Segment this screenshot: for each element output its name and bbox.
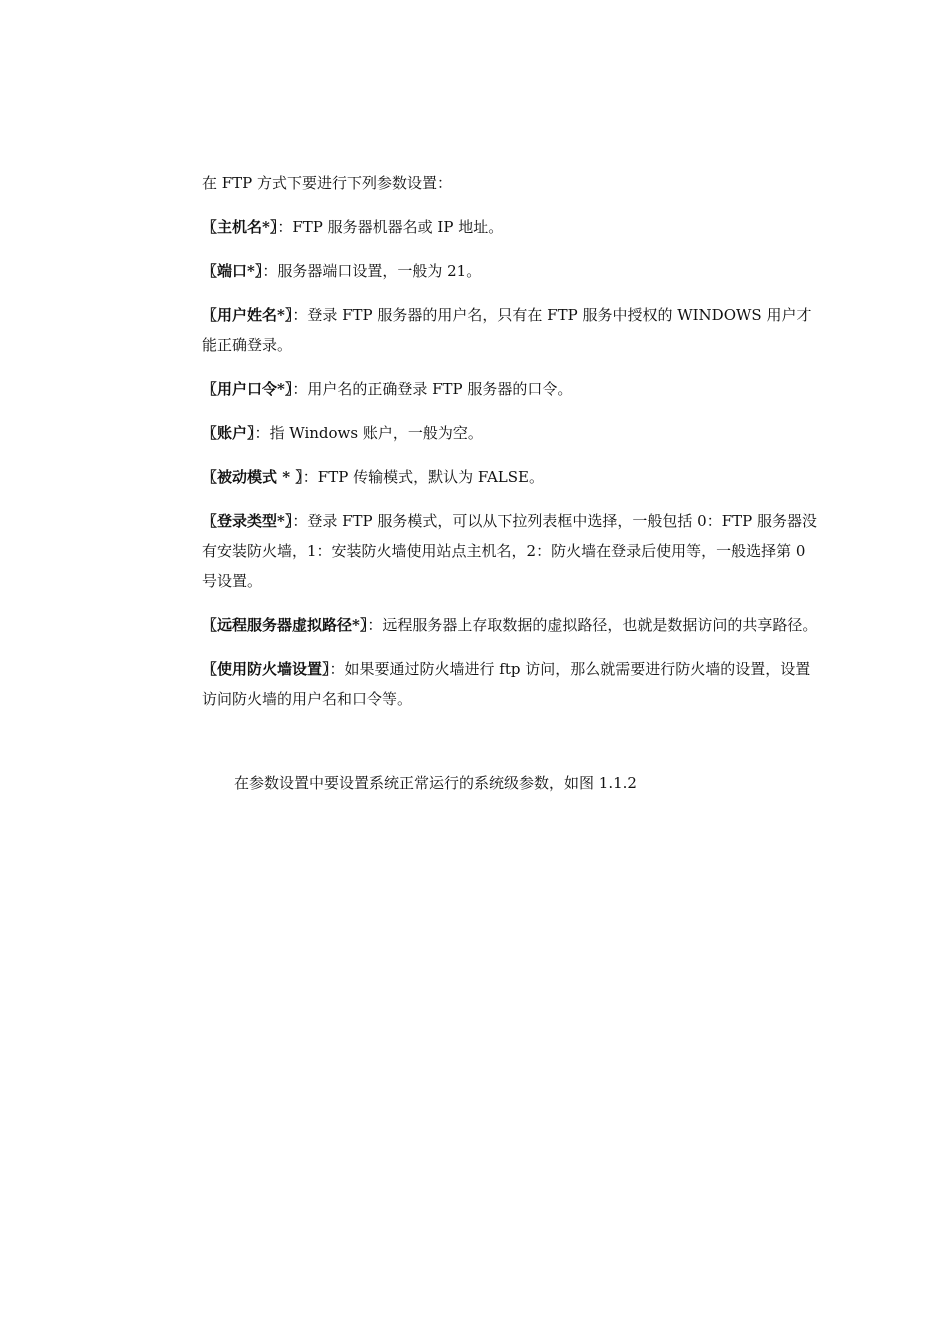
document-body bbox=[202, 168, 822, 798]
param-passive-mode bbox=[202, 462, 822, 492]
param-label: 〖被动模式 * 〗 bbox=[202, 468, 303, 486]
param-label: 〖用户姓名*〗 bbox=[202, 306, 293, 324]
param-label: 〖端口*〗 bbox=[202, 262, 263, 280]
param-description: ：FTP 传输模式，默认为 FALSE。 bbox=[302, 468, 544, 486]
param-description: ：如果要通过防火墙进行 ftp 访问，那么就需要进行防火墙的设置，设置访问防火墙的用户名和口令等。 bbox=[202, 660, 811, 708]
param-description: ：指 Windows 账户，一般为空。 bbox=[254, 424, 483, 442]
param-description: ：远程服务器上存取数据的虚拟路径，也就是数据访问的共享路径。 bbox=[367, 616, 818, 634]
param-label: 〖远程服务器虚拟路径*〗 bbox=[202, 616, 368, 634]
param-port bbox=[202, 256, 822, 286]
param-password bbox=[202, 374, 822, 404]
param-label: 〖用户口令*〗 bbox=[202, 380, 293, 398]
param-description: ：FTP 服务器机器名或 IP 地址。 bbox=[277, 218, 504, 236]
param-label: 〖使用防火墙设置〗 bbox=[202, 660, 330, 678]
param-account bbox=[202, 418, 822, 448]
intro-paragraph: 在 FTP 方式下要进行下列参数设置： bbox=[202, 174, 453, 192]
param-label: 〖主机名*〗 bbox=[202, 218, 278, 236]
param-username bbox=[202, 300, 822, 360]
param-hostname bbox=[202, 212, 822, 242]
param-description: ：服务器端口设置，一般为 21。 bbox=[262, 262, 482, 280]
footer-paragraph: 在参数设置中要设置系统正常运行的系统级参数，如图 1.1.2 bbox=[234, 774, 637, 792]
param-label: 〖账户〗 bbox=[202, 424, 255, 442]
param-remote-path bbox=[202, 610, 822, 640]
param-firewall bbox=[202, 654, 822, 714]
param-label: 〖登录类型*〗 bbox=[202, 512, 293, 530]
param-description: ：用户名的正确登录 FTP 服务器的口令。 bbox=[292, 380, 573, 398]
param-description: ：登录 FTP 服务器的用户名，只有在 FTP 服务中授权的 WINDOWS 用户才能正确登录。 bbox=[202, 306, 812, 354]
param-login-type bbox=[202, 506, 822, 596]
param-description: ：登录 FTP 服务模式，可以从下拉列表框中选择，一般包括 0：FTP 服务器没有安装防火墙，1：安装防火墙使用站点主机名，2：防火墙在登录后使用等，一般选择第 0 号设置。 bbox=[202, 512, 817, 590]
